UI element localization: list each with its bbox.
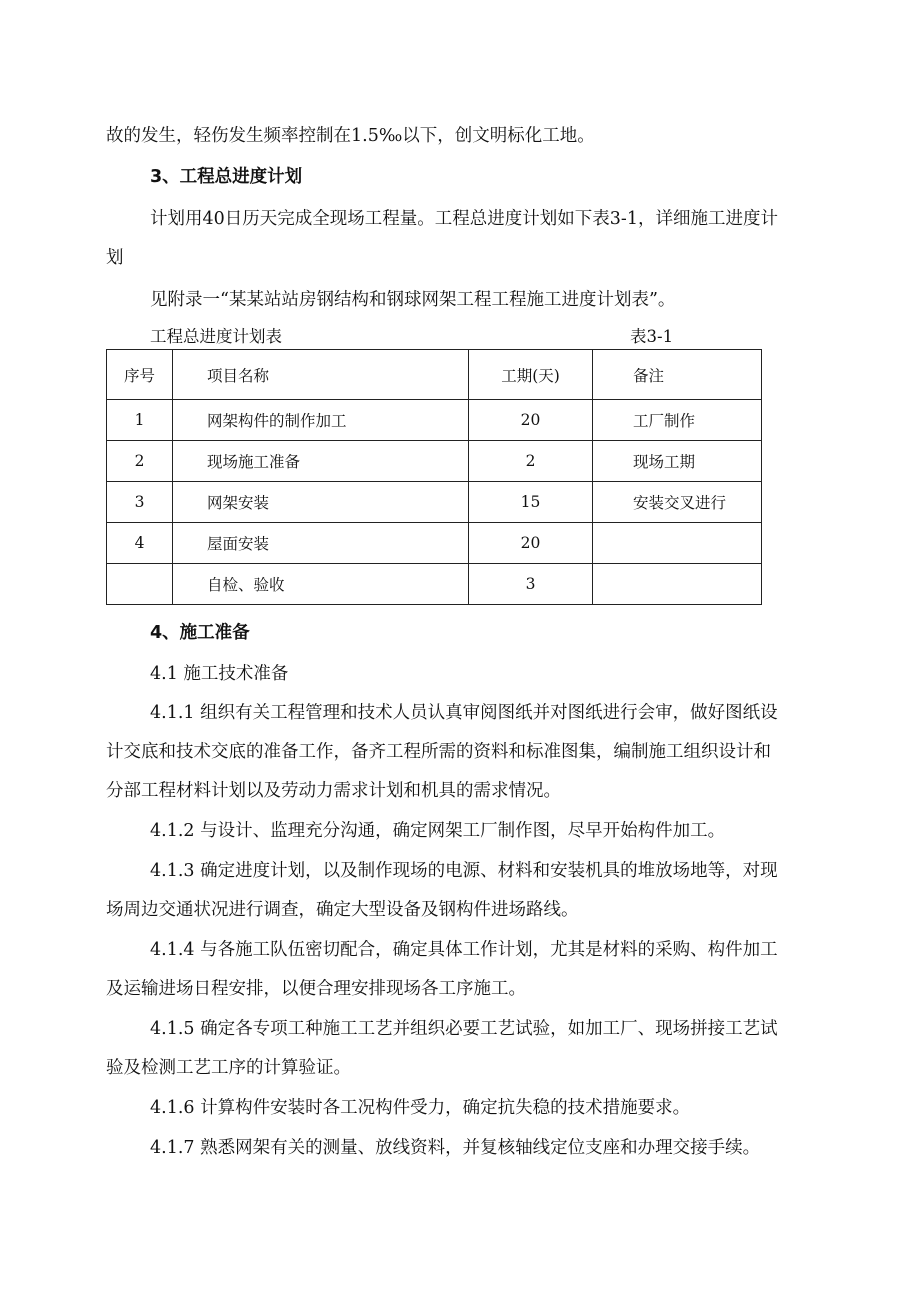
cell-item-name: 自检、验收 bbox=[173, 564, 469, 605]
schedule-table bbox=[106, 349, 762, 605]
item-4-1-3-line1: 4.1.3 确定进度计划，以及制作现场的电源、材料和安装机具的堆放场地等，对现 bbox=[150, 861, 778, 881]
cell-item-name: 网架构件的制作加工 bbox=[173, 400, 469, 441]
cell-remarks: 现场工期 bbox=[593, 441, 762, 482]
table-row bbox=[107, 564, 762, 605]
cell-item-name: 网架安装 bbox=[173, 482, 469, 523]
subheading-technical-preparation: 4.1 施工技术准备 bbox=[150, 664, 289, 684]
header-item-name: 项目名称 bbox=[173, 350, 469, 400]
table-row bbox=[107, 441, 762, 482]
cell-duration-days: 20 bbox=[469, 523, 593, 564]
item-4-1-5-line1: 4.1.5 确定各专项工种施工工艺并组织必要工艺试验，如加工厂、现场拼接工艺试 bbox=[150, 1019, 778, 1039]
cell-duration-days: 20 bbox=[469, 400, 593, 441]
cell-item-name: 屋面安装 bbox=[173, 523, 469, 564]
paragraph-appendix-reference: 见附录一“某某站站房钢结构和钢球网架工程工程施工进度计划表”。 bbox=[150, 290, 676, 310]
cell-duration-days: 2 bbox=[469, 441, 593, 482]
table-row bbox=[107, 482, 762, 523]
cell-serial-number: 1 bbox=[107, 400, 173, 441]
heading-construction-preparation: 4、施工准备 bbox=[150, 623, 250, 643]
item-4-1-7: 4.1.7 熟悉网架有关的测量、放线资料，并复核轴线定位支座和办理交接手续。 bbox=[150, 1138, 761, 1158]
table-label: 表3-1 bbox=[630, 327, 674, 346]
header-duration-days: 工期(天) bbox=[469, 350, 593, 400]
item-4-1-6: 4.1.6 计算构件安装时各工况构件受力，确定抗失稳的技术措施要求。 bbox=[150, 1098, 691, 1118]
cell-item-name: 现场施工准备 bbox=[173, 441, 469, 482]
item-4-1-2: 4.1.2 与设计、监理充分沟通，确定网架工厂制作图，尽早开始构件加工。 bbox=[150, 821, 726, 841]
item-4-1-1-line3: 分部工程材料计划以及劳动力需求计划和机具的需求情况。 bbox=[106, 781, 561, 801]
table-caption: 工程总进度计划表 bbox=[150, 327, 282, 346]
cell-remarks bbox=[593, 564, 762, 605]
item-4-1-4-line1: 4.1.4 与各施工队伍密切配合，确定具体工作计划，尤其是材料的采购、构件加工 bbox=[150, 940, 778, 960]
item-4-1-5-line2: 验及检测工艺工序的计算验证。 bbox=[106, 1058, 351, 1078]
cell-duration-days: 3 bbox=[469, 564, 593, 605]
table-row bbox=[107, 523, 762, 564]
cell-serial-number bbox=[107, 564, 173, 605]
table-row bbox=[107, 400, 762, 441]
cell-duration-days: 15 bbox=[469, 482, 593, 523]
paragraph-schedule-line2: 划 bbox=[106, 248, 124, 268]
heading-overall-schedule: 3、工程总进度计划 bbox=[150, 167, 303, 187]
cell-serial-number: 3 bbox=[107, 482, 173, 523]
cell-serial-number: 4 bbox=[107, 523, 173, 564]
cell-serial-number: 2 bbox=[107, 441, 173, 482]
cell-remarks bbox=[593, 523, 762, 564]
item-4-1-1-line2: 计交底和技术交底的准备工作，备齐工程所需的资料和标准图集，编制施工组织设计和 bbox=[106, 742, 771, 762]
table-header-row bbox=[107, 350, 762, 400]
header-remarks: 备注 bbox=[593, 350, 762, 400]
cell-remarks: 工厂制作 bbox=[593, 400, 762, 441]
header-serial-number: 序号 bbox=[107, 350, 173, 400]
cell-remarks: 安装交叉进行 bbox=[593, 482, 762, 523]
paragraph-safety-goal: 故的发生，轻伤发生频率控制在1.5‰以下，创文明标化工地。 bbox=[106, 126, 595, 146]
item-4-1-4-line2: 及运输进场日程安排，以便合理安排现场各工序施工。 bbox=[106, 979, 526, 999]
item-4-1-3-line2: 场周边交通状况进行调查，确定大型设备及钢构件进场路线。 bbox=[106, 900, 579, 920]
item-4-1-1-line1: 4.1.1 组织有关工程管理和技术人员认真审阅图纸并对图纸进行会审，做好图纸设 bbox=[150, 703, 778, 723]
paragraph-schedule-line1: 计划用40日历天完成全现场工程量。工程总进度计划如下表3-1，详细施工进度计 bbox=[150, 209, 778, 229]
